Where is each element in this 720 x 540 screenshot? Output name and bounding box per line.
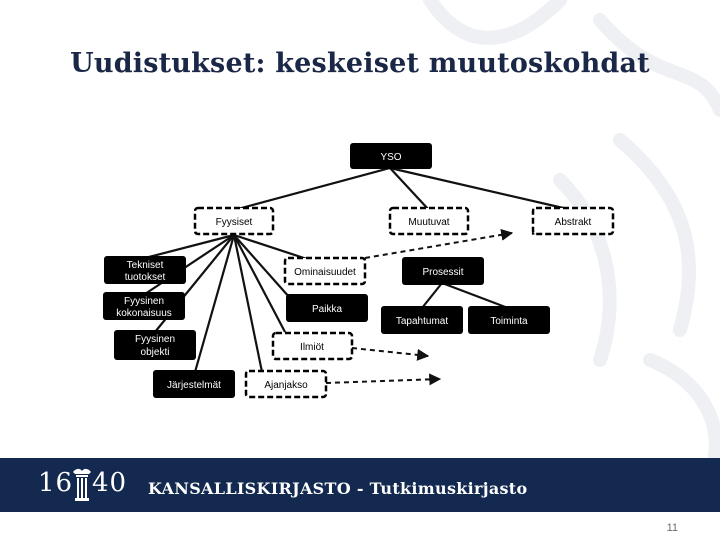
page-number: 11 xyxy=(666,522,678,534)
node-muutuvat xyxy=(390,208,468,234)
node-ominaisuudet xyxy=(285,258,365,284)
node-fyysinen-kokonaisuus xyxy=(103,292,185,320)
organization-name: KANSALLISKIRJASTO - Tutkimuskirjasto xyxy=(148,479,528,498)
svg-text:Fyysinen: Fyysinen xyxy=(134,334,176,345)
node-fyysinen-objekti xyxy=(114,330,196,360)
node-abstrakt xyxy=(533,208,613,234)
svg-text:Abstrakt: Abstrakt xyxy=(554,217,592,228)
svg-text:Ominaisuudet: Ominaisuudet xyxy=(294,267,356,278)
node-tapahtumat xyxy=(381,306,463,334)
footer-bottom-strip xyxy=(0,512,720,540)
svg-text:tuotokset: tuotokset xyxy=(124,272,166,283)
svg-text:Fyysinen: Fyysinen xyxy=(123,296,165,307)
node-toiminta xyxy=(468,306,550,334)
svg-text:Tekniset: Tekniset xyxy=(126,260,164,271)
node-prosessit xyxy=(402,257,484,285)
logo-year-left: 16 xyxy=(38,468,74,498)
svg-text:Prosessit: Prosessit xyxy=(422,267,464,278)
logo-year-right: 40 xyxy=(92,468,128,498)
svg-text:Ajanjakso: Ajanjakso xyxy=(264,380,308,391)
svg-text:kokonaisuus: kokonaisuus xyxy=(116,308,172,319)
svg-text:Muutuvat: Muutuvat xyxy=(408,217,450,228)
svg-text:Paikka: Paikka xyxy=(311,304,343,315)
node-ilmiot xyxy=(273,333,352,359)
node-fyysiset xyxy=(195,208,273,234)
column-logo-icon xyxy=(72,468,92,502)
node-jarjestelmat xyxy=(153,370,235,398)
dashed-arrows xyxy=(326,212,612,383)
node-yso xyxy=(350,143,432,169)
slide-title: Uudistukset: keskeiset muutoskohdat xyxy=(70,48,650,79)
svg-text:Tapahtumat: Tapahtumat xyxy=(395,316,449,327)
svg-text:Fyysiset: Fyysiset xyxy=(215,217,253,228)
node-paikka xyxy=(286,294,368,322)
node-label-yso: YSO xyxy=(380,152,402,163)
svg-text:objekti: objekti xyxy=(140,347,170,358)
node-ajanjakso xyxy=(246,371,326,397)
svg-text:Ilmiöt: Ilmiöt xyxy=(300,342,324,353)
svg-text:Järjestelmät: Järjestelmät xyxy=(167,380,221,391)
svg-text:Toiminta: Toiminta xyxy=(490,316,528,327)
node-tekniset-tuotokset xyxy=(104,256,186,284)
